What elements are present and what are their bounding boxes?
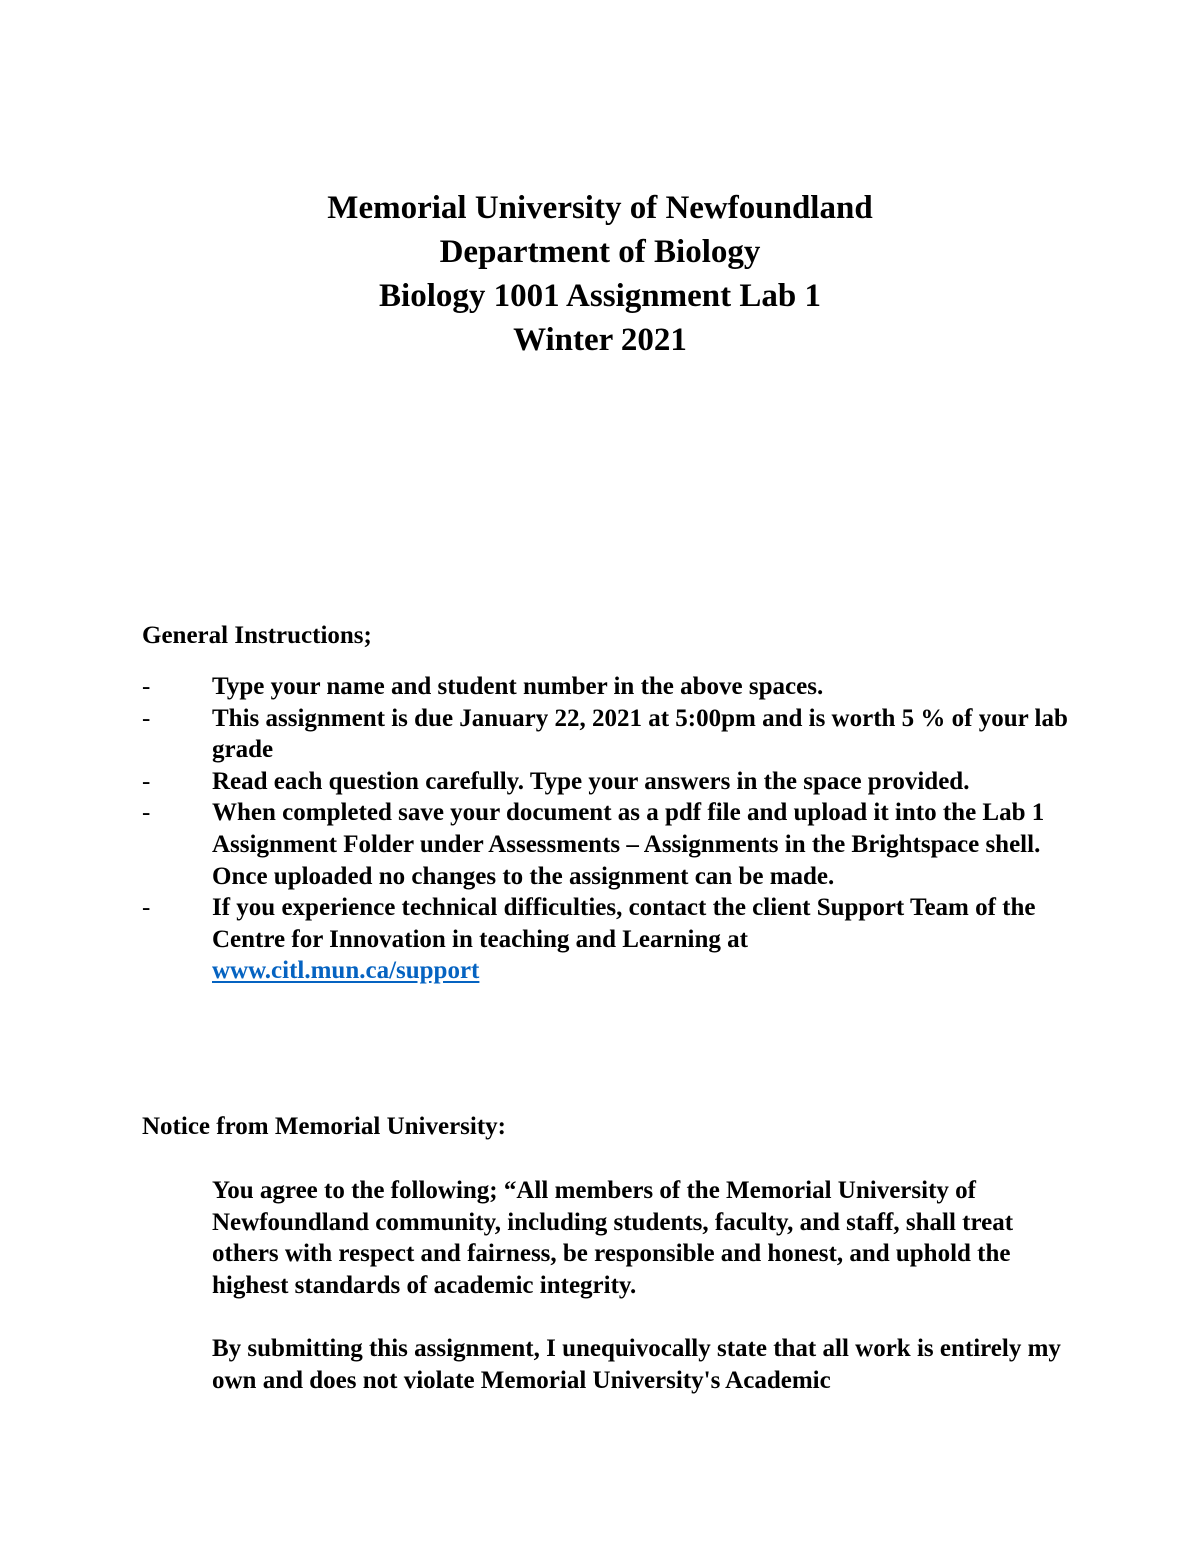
instruction-item <box>142 892 1072 987</box>
course-title: Biology 1001 Assignment Lab 1 <box>379 278 821 314</box>
instruction-text: If you experience technical difficulties, contact the client Support Team of the Centre for Innovation in teaching and Learning at <box>212 894 1036 953</box>
bullet-dash: - <box>142 799 151 827</box>
submission-declaration: By submitting this assignment, I unequivocally state that all work is entirely my own and does not violate Memorial University's Academic <box>212 1335 1061 1394</box>
bullet-dash: - <box>142 704 151 732</box>
instruction-text: Read each question carefully. Type your answers in the space provided. <box>212 767 970 795</box>
instruction-item <box>142 797 1072 892</box>
support-link[interactable]: www.citl.mun.ca/support <box>212 957 480 985</box>
bullet-dash: - <box>142 894 151 922</box>
bullet-dash: - <box>142 767 151 795</box>
document-title-block <box>0 186 1200 362</box>
integrity-statement: You agree to the following; “All members of the Memorial University of Newfoundland community, including students, faculty, and staff, shall treat others with respect and fairness, be responsible and honest, and uphold the highest standards of academic integrity. <box>212 1177 1014 1299</box>
instruction-text: This assignment is due January 22, 2021 at 5:00pm and is worth 5 % of your lab grade <box>212 704 1068 764</box>
instruction-item <box>142 671 1072 703</box>
instruction-item <box>142 766 1072 798</box>
university-name: Memorial University of Newfoundland <box>327 190 873 226</box>
instructions-heading: General Instructions; <box>142 622 372 649</box>
instruction-item <box>142 703 1072 766</box>
term-label: Winter 2021 <box>513 322 687 358</box>
instruction-text: Type your name and student number in the above spaces. <box>212 673 824 700</box>
instruction-text: When completed save your document as a pdf file and upload it into the Lab 1 Assignment Folder under Assessments – Assignments in the Brightspace shell. Once uploaded no changes to the assignment can be made. <box>212 799 1045 890</box>
instructions-list <box>142 671 1072 987</box>
bullet-dash: - <box>142 673 151 700</box>
department-name: Department of Biology <box>439 234 761 270</box>
notice-heading: Notice from Memorial University: <box>142 1113 506 1140</box>
